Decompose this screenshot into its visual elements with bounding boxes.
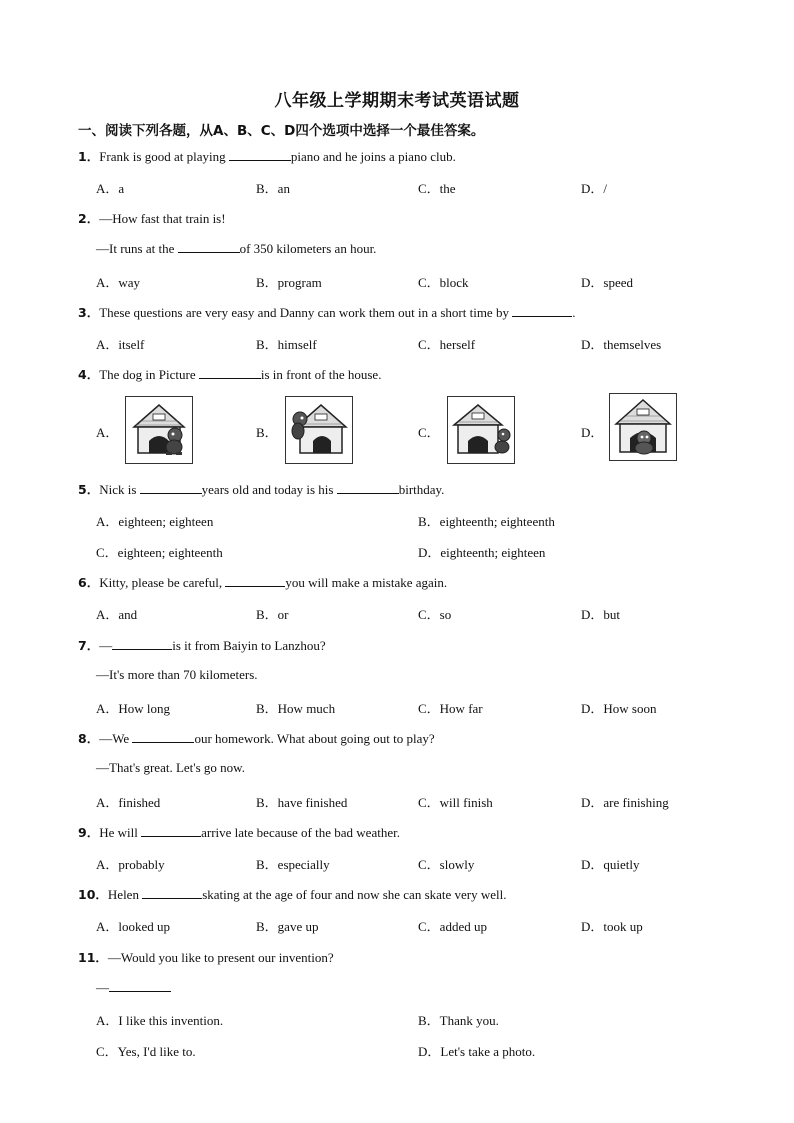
option-c: C．herself [418,337,476,352]
question-text: —It runs at the [96,241,178,256]
question-7 [78,636,326,654]
question-text: — [96,980,109,995]
option-c: C．will finish [418,795,493,810]
option-d: D．quietly [581,857,640,872]
question-text: —We [99,731,133,746]
option-b: B．program [256,275,322,290]
question-number: 5． [78,482,100,497]
question-text: These questions are very easy and Danny can work them out in a short time by [99,305,513,320]
question-8-line-2: —That's great. Let's go now. [96,760,245,775]
answer-blank [512,304,572,317]
question-text: our homework. What about going out to play? [194,731,435,746]
option-c: C．How far [418,701,483,716]
option-b: B．an [256,181,290,196]
dog-house-icon [609,393,677,461]
question-text: He will [99,825,142,840]
option-d: D．speed [581,275,633,290]
option-a: A．finished [96,795,161,810]
question-number: 2． [78,211,100,226]
option-a: A．and [96,607,138,622]
section-heading: 一、阅读下列各题，从A、B、C、D四个选项中选择一个最佳答案。 [78,123,485,139]
option-d: D． [581,425,604,440]
answer-blank [337,481,399,494]
option-b: B．eighteenth; eighteenth [418,514,555,529]
answer-blank [199,366,261,379]
option-d: D．are finishing [581,795,669,810]
question-11-line-2 [96,979,171,996]
question-text: years old and today is his [201,482,337,497]
question-2 [78,209,226,227]
question-text: —How fast that train is! [99,211,226,226]
option-a: A．a [96,181,125,196]
option-d: D．Let's take a photo. [418,1044,536,1059]
question-number: 7． [78,638,100,653]
option-a: A．I like this invention. [96,1013,224,1028]
question-text: arrive late because of the bad weather. [201,825,400,840]
option-b: B． [256,425,278,440]
option-c: C．so [418,607,452,622]
option-b: B．How much [256,701,336,716]
question-text: The dog in Picture [99,367,199,382]
answer-blank [225,574,285,587]
answer-blank [141,824,201,837]
question-number: 3． [78,305,100,320]
answer-blank [112,637,172,650]
option-a: A．How long [96,701,171,716]
option-a: A． [96,425,119,440]
question-7-line-2: —It's more than 70 kilometers. [96,667,258,682]
option-b: B．have finished [256,795,348,810]
option-b: B．especially [256,857,330,872]
option-c: C．the [418,181,456,196]
question-text: Helen [107,887,143,902]
question-10 [78,885,507,903]
dog-house-icon [285,396,353,464]
question-number: 11． [78,950,108,965]
option-c: C．eighteen; eighteenth [96,545,223,560]
question-text: you will make a mistake again. [285,575,448,590]
option-a: A．itself [96,337,145,352]
question-4 [78,365,381,383]
question-number: 6． [78,575,100,590]
question-number: 9． [78,825,100,840]
answer-blank [142,886,202,899]
option-d: D．How soon [581,701,657,716]
dog-house-icon [447,396,515,464]
question-number: 1． [78,149,100,164]
option-c: C．added up [418,919,487,934]
question-text: . [572,305,576,320]
question-5 [78,480,444,498]
question-3 [78,303,575,321]
question-text: — [99,638,113,653]
question-9 [78,823,400,841]
option-d: D．/ [581,181,608,196]
option-d: D．eighteenth; eighteen [418,545,546,560]
answer-blank [178,240,240,253]
question-number: 8． [78,731,100,746]
option-a: A．probably [96,857,165,872]
question-text: birthday. [398,482,445,497]
option-d: D．but [581,607,621,622]
question-text: of 350 kilometers an hour. [239,241,377,256]
option-a: A．eighteen; eighteen [96,514,214,529]
question-number: 4． [78,367,100,382]
option-b: B．or [256,607,289,622]
question-6 [78,573,447,591]
question-text: Frank is good at playing [99,149,229,164]
question-1 [78,147,456,165]
option-c: C．slowly [418,857,475,872]
question-text: is it from Baiyin to Lanzhou? [172,638,326,653]
answer-blank [229,148,291,161]
question-text: Kitty, please be careful, [99,575,226,590]
question-2-line-2 [96,240,376,257]
option-d: D．took up [581,919,643,934]
page-title: 八年级上学期期末考试英语试题 [274,91,520,111]
answer-blank [132,730,194,743]
question-text: —Would you like to present our invention? [107,950,334,965]
option-c: C．Yes, I'd like to. [96,1044,196,1059]
question-text: is in front of the house. [260,367,382,382]
option-b: B．Thank you. [418,1013,499,1028]
option-d: D．themselves [581,337,662,352]
question-8 [78,729,435,747]
option-a: A．way [96,275,141,290]
option-b: B．himself [256,337,317,352]
option-c: C．block [418,275,469,290]
question-11 [78,948,334,966]
option-b: B．gave up [256,919,319,934]
question-text: Nick is [99,482,140,497]
question-text: skating at the age of four and now she can skate very well. [202,887,507,902]
option-a: A．looked up [96,919,171,934]
answer-blank [140,481,202,494]
question-number: 10． [78,887,108,902]
dog-house-icon [125,396,193,464]
question-text: piano and he joins a piano club. [290,149,456,164]
option-c: C． [418,425,440,440]
answer-blank [109,979,171,992]
